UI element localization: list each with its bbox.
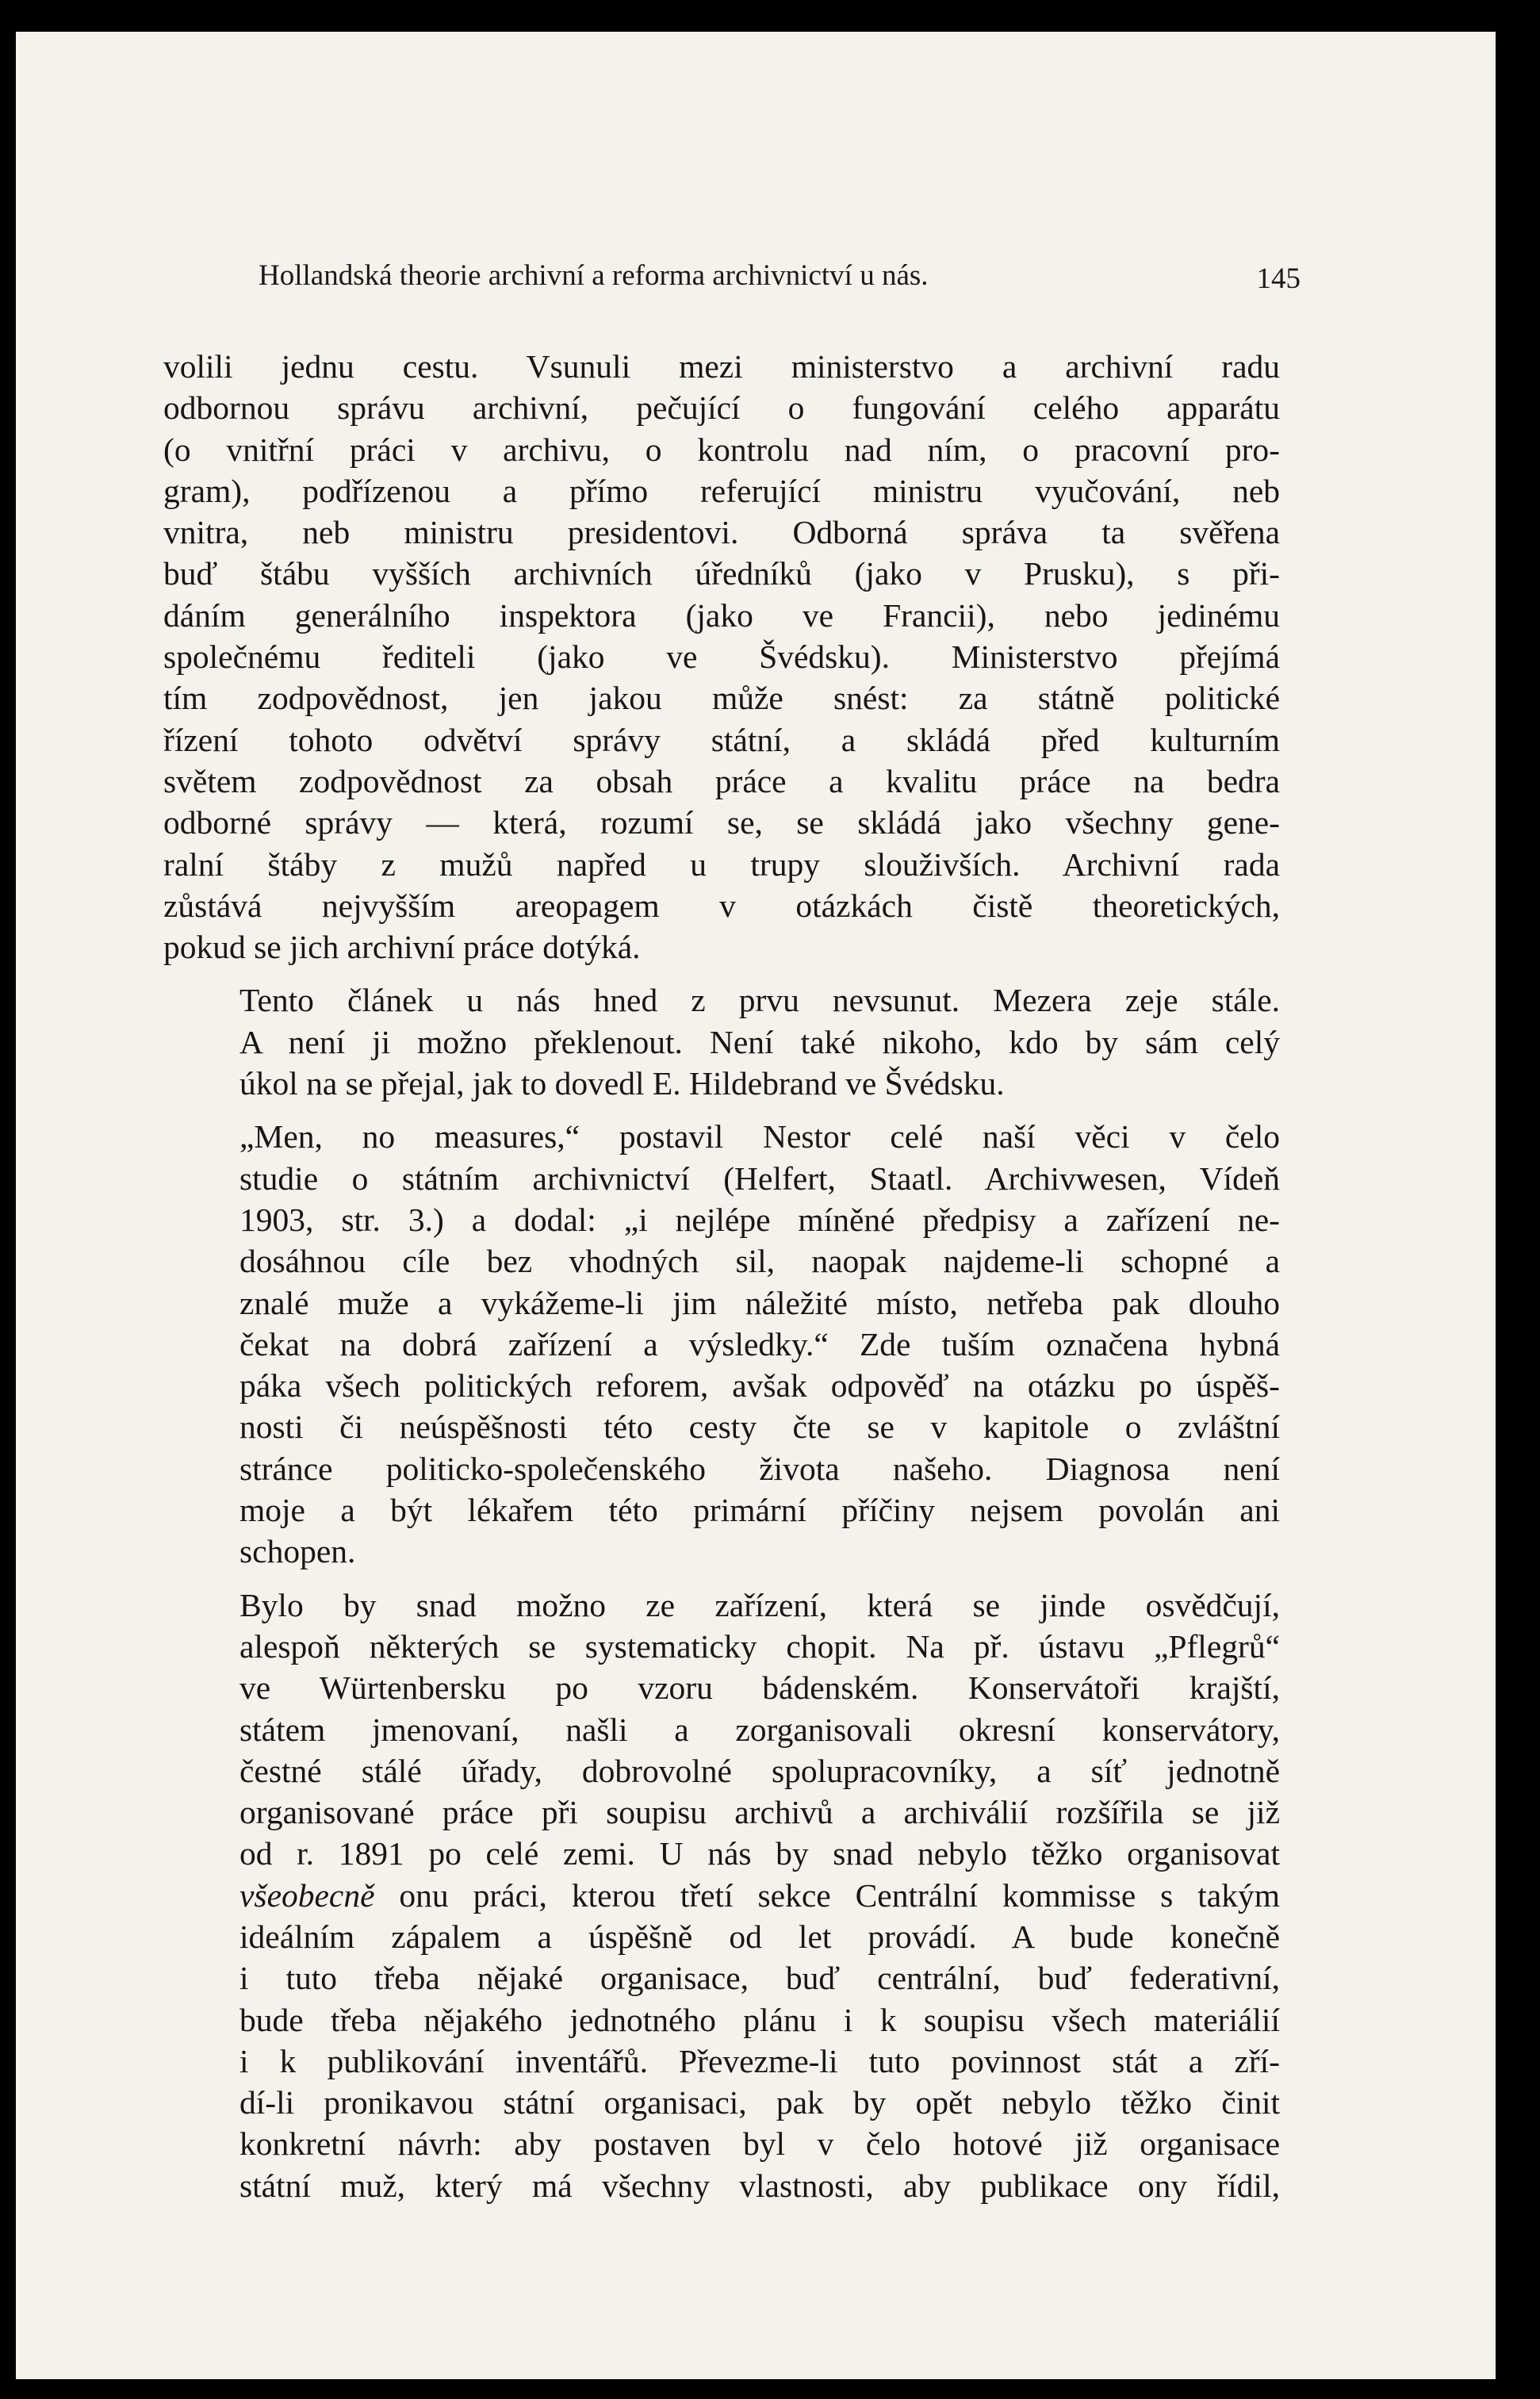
paragraph [163,979,1280,1104]
text-line: dosáhnou cíle bez vhodných sil, naopak najdeme-li schopné a [239,1243,1280,1280]
text-line: tím zodpovědnost, jen jakou může snést: za státně politické [163,680,1280,717]
text-line: organisované práce při soupisu archivů a archiválií rozšířila se již [239,1794,1280,1831]
text-line: čestné stálé úřady, dobrovolné spolupracovníky, a síť jednotně [239,1752,1280,1789]
running-title: Hollandská theorie archivní a reforma archivnictví u nás. [259,259,929,292]
text-line: i tuto třeba nějaké organisace, buď centrální, buď federativní, [239,1960,1280,1997]
text-line: společnému řediteli (jako ve Švédsku). Ministerstvo přejímá [163,638,1280,676]
text-line: bude třeba nějakého jednotného plánu i k soupisu všech materiálií [239,2001,1280,2038]
text-line: A není ji možno překlenout. Není také nikoho, kdo by sám celý [239,1023,1280,1060]
book-page [16,32,1496,2379]
text-line: Bylo by snad možno ze zařízení, která se jinde osvědčují, [239,1586,1280,1623]
text-line: dáním generálního inspektora (jako ve Francii), nebo jedinému [163,596,1280,634]
paragraph [163,346,1280,968]
text-line: volili jednu cestu. Vsunuli mezi ministerstvo a archivní radu [163,348,1280,385]
text-line: ralní štáby z mužů napřed u trupy slouživších. Archivní rada [163,845,1280,883]
text-line: dí-li pronikavou státní organisaci, pak by opět nebylo těžko činit [239,2084,1280,2121]
text-line: odborné správy — která, rozumí se, se skládá jako všechny gene- [163,804,1280,841]
text-line: úkol na se přejal, jak to dovedl E. Hildebrand ve Švédsku. [239,1065,1005,1102]
text-line: „Men, no measures,“ postavil Nestor celé naší věci v čelo [239,1118,1280,1155]
text-line: odbornou správu archivní, pečující o fungování celého apparátu [163,389,1280,427]
text-line: buď štábu vyšších archivních úředníků (jako v Prusku), s při- [163,555,1280,592]
page-number: 145 [1256,263,1301,295]
text-line: stránce politicko-společenského života našeho. Diagnosa není [239,1450,1280,1487]
text-line: moje a být lékařem této primární příčiny nejsem povolán ani [239,1492,1280,1529]
text-line: světem zodpovědnost za obsah práce a kvalitu práce na bedra [163,762,1280,799]
text-line: znalé muže a vykážeme-li jim náležité místo, netřeba pak dlouho [239,1284,1280,1321]
text-line: gram), podřízenou a přímo referující ministru vyučování, neb [163,472,1280,509]
paragraph [163,1116,1280,1572]
text-line: Tento článek u nás hned z prvu nevsunut. Mezera zeje stále. [239,982,1280,1019]
text-line: vnitra, neb ministru presidentovi. Odborná správa ta svěřena [163,514,1280,551]
text-line: všeobecně onu práci, kterou třetí sekce Centrální kommisse s takým [239,1876,1280,1914]
body-text [163,346,1280,2218]
text-line: páka všech politických reforem, avšak odpověď na otázku po úspěš- [239,1367,1280,1405]
text-line: studie o státním archivnictví (Helfert, Staatl. Archivwesen, Vídeň [239,1159,1280,1197]
text-line: (o vnitřní práci v archivu, o kontrolu nad ním, o pracovní pro- [163,431,1280,468]
text-line: nosti či neúspěšnosti této cesty čte se v kapitole o zvláštní [239,1408,1280,1446]
text-line: 1903, str. 3.) a dodal: „i nejlépe míněné předpisy a zařízení ne- [239,1201,1280,1238]
text-line: státem jmenovaní, našli a zorganisovali okresní konservátory, [239,1711,1280,1748]
text-line: pokud se jich archivní práce dotýká. [163,929,641,966]
text-line: čekat na dobrá zařízení a výsledky.“ Zde tuším označena hybná [239,1325,1280,1362]
text-line: ve Würtenbersku po vzoru bádenském. Konservátoři krajští, [239,1669,1280,1707]
text-line: konkretní návrh: aby postaven byl v čelo hotové již organisace [239,2125,1280,2163]
text-line: alespoň některých se systematicky chopit. Na př. ústavu „Pflegrů“ [239,1627,1280,1665]
paragraph [163,1585,1280,2206]
emphasis: všeobecně [239,1876,375,1914]
text-line: zůstává nejvyšším areopagem v otázkách čistě theoretických, [163,887,1280,924]
text-line: i k publikování inventářů. Převezme-li tuto povinnost stát a zří- [239,2042,1280,2079]
text-line: řízení tohoto odvětví správy státní, a skládá před kulturním [163,721,1280,758]
text-line: schopen. [239,1533,356,1570]
running-header [259,259,1301,306]
text-line: státní muž, který má všechny vlastnosti, aby publikace ony řídil, [239,2167,1280,2204]
text-line: ideálním zápalem a úspěšně od let provádí. A bude konečně [239,1918,1280,1955]
text-line: od r. 1891 po celé zemi. U nás by snad nebylo těžko organisovat [239,1835,1280,1872]
